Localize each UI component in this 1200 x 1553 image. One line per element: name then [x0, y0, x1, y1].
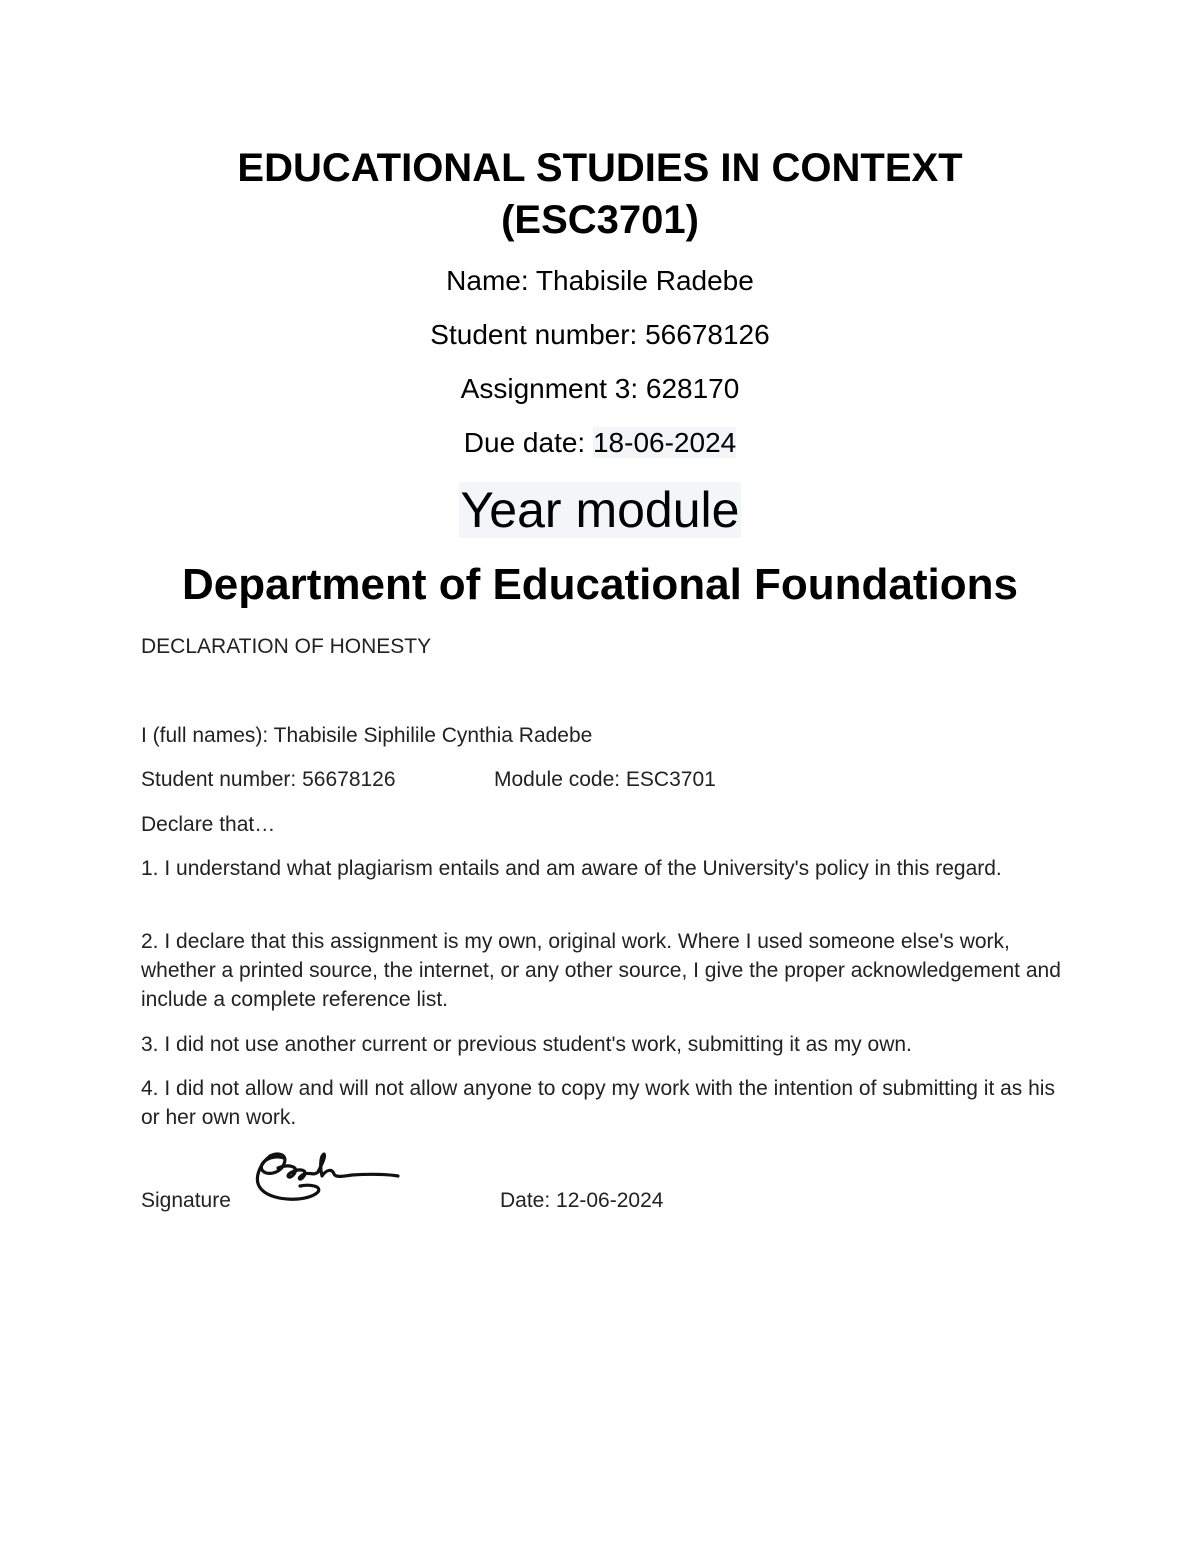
declaration-point-3: 3. I did not use another current or previous student's work, submitting it as my own. [141, 1033, 912, 1056]
assignment-number: Assignment 3: 628170 [460, 373, 740, 404]
signature-label: Signature [141, 1189, 231, 1212]
declaration-point-2: 2. I declare that this assignment is my own, original work. Where I used someone else's work, whether a printed source, the internet, or any other source, I give the proper acknowledgement and include a complete reference list. [141, 930, 1061, 1011]
declaration-point-4: 4. I did not allow and will not allow anyone to copy my work with the intention of submitting it as his or her own work. [141, 1077, 1055, 1129]
declaration-point-1: 1. I understand what plagiarism entails and am aware of the University's policy in this regard. [141, 857, 1002, 880]
declaration-heading: DECLARATION OF HONESTY [141, 635, 432, 658]
declaration-module-code: Module code: ESC3701 [494, 768, 716, 791]
declaration-student-number: Student number: 56678126 [141, 768, 396, 791]
due-date-label: Due date: [463, 427, 593, 458]
declaration-date: Date: 12-06-2024 [500, 1189, 664, 1212]
full-names-line: I (full names): Thabisile Siphilile Cynthia Radebe [141, 724, 593, 747]
department-name: Department of Educational Foundations [181, 560, 1019, 609]
due-date [0, 425, 1200, 461]
module-type-row [0, 480, 1200, 540]
document-title-line1: EDUCATIONAL STUDIES IN CONTEXT [237, 146, 963, 190]
handwritten-signature-image [248, 1146, 404, 1208]
module-type: Year module [460, 482, 740, 538]
document-title-line2: (ESC3701) [501, 198, 699, 242]
student-number: Student number: 56678126 [430, 319, 770, 350]
student-name: Name: Thabisile Radebe [446, 265, 754, 296]
due-date-value: 18-06-2024 [592, 427, 737, 458]
declare-that: Declare that… [141, 813, 276, 836]
